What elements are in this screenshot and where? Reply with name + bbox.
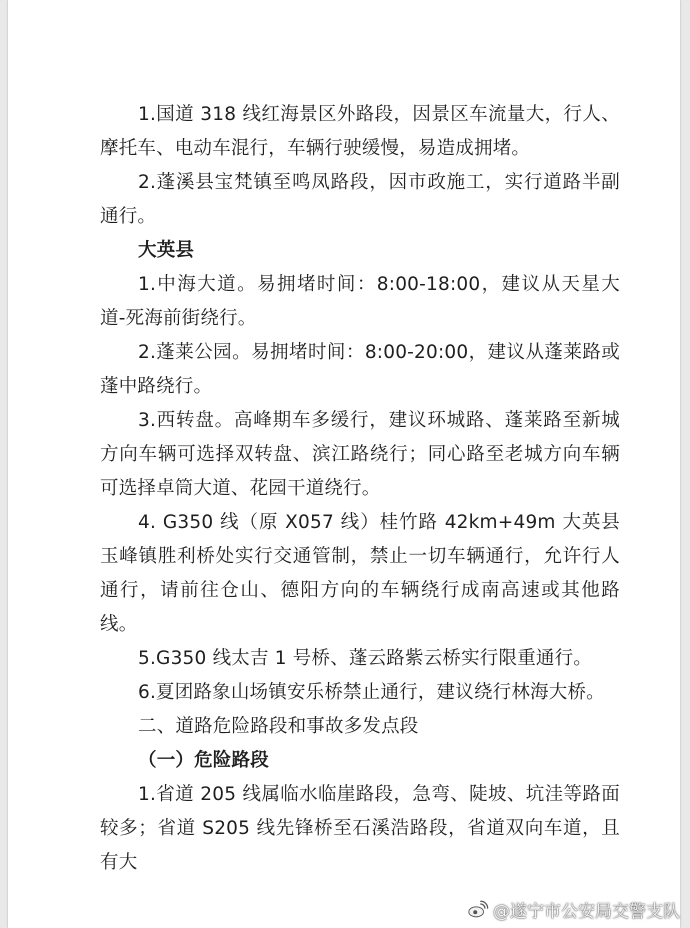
document-body	[100, 98, 620, 880]
weibo-icon	[467, 899, 489, 921]
paragraph-2: 2.蓬溪县宝梵镇至鸣凤路段，因市政施工，实行道路半副通行。	[100, 172, 620, 227]
paragraph-8: 5.G350 线太吉 1 号桥、蓬云路紫云桥实行限重通行。	[138, 648, 593, 669]
paragraph-6: 3.西转盘。高峰期车多缓行，建议环城路、蓬莱路至新城方向车辆可选择双转盘、滨江路绕行；同心路至老城方向车辆可选择卓筒大道、花园干道绕行。	[100, 410, 620, 499]
document-page	[8, 0, 680, 928]
paragraph-12: 1.省道 205 线属临水临崖路段，急弯、陡坡、坑洼等路面较多；省道 S205 线先锋桥至石溪浩路段，省道双向车道，且有大	[100, 784, 620, 873]
weibo-watermark	[467, 897, 680, 922]
section-heading: 二、道路危险路段和事故多发点段	[138, 716, 419, 737]
subsection-heading: （一）危险路段	[138, 750, 269, 771]
paragraph-5: 2.蓬莱公园。易拥堵时间：8:00-20:00，建议从蓬莱路或蓬中路绕行。	[100, 342, 620, 397]
paragraph-1: 1.国道 318 线红海景区外路段，因景区车流量大，行人、摩托车、电动车混行，车辆行驶缓慢，易造成拥堵。	[100, 104, 620, 159]
watermark-text: @遂宁市公安局交警支队	[493, 902, 680, 922]
county-heading: 大英县	[138, 240, 195, 261]
paragraph-4: 1.中海大道。易拥堵时间：8:00-18:00，建议从天星大道-死海前街绕行。	[100, 274, 620, 329]
paragraph-7: 4. G350 线（原 X057 线）桂竹路 42km+49m 大英县玉峰镇胜利桥处实行交通管制，禁止一切车辆通行，允许行人通行，请前往仓山、德阳方向的车辆绕行成南高速或其他路线。	[100, 512, 620, 635]
paragraph-9: 6.夏团路象山场镇安乐桥禁止通行，建议绕行林海大桥。	[138, 682, 605, 703]
